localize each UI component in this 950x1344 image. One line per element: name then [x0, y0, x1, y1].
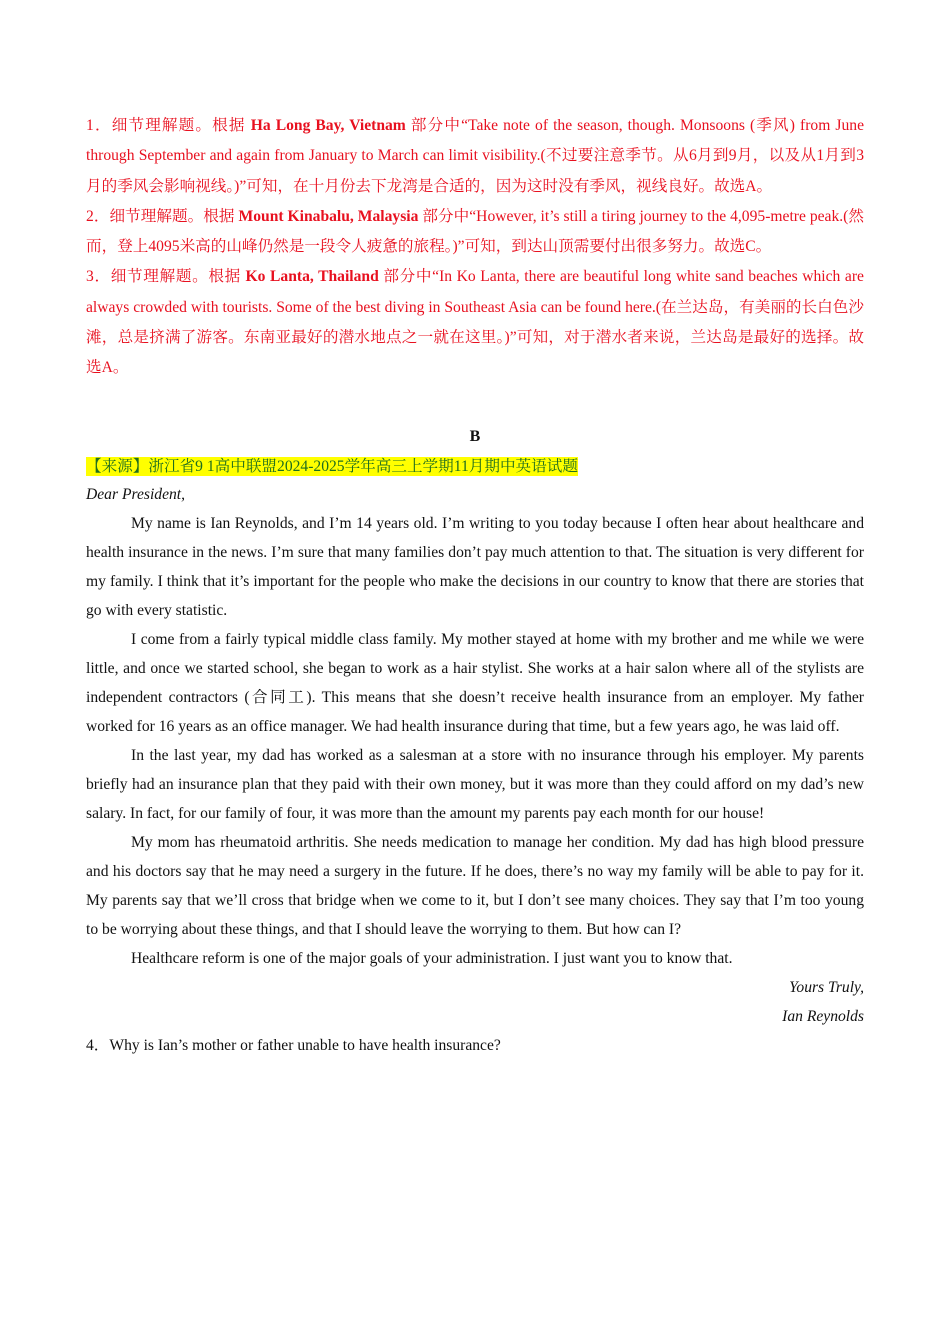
- document-page: [86, 111, 864, 1060]
- letter-paragraph: My name is Ian Reynolds, and I’m 14 years old. I’m writing to you today because I often hear about healthcare and health insurance in the news. I’m sure that many families don’t pay much attention to that. The situation is very different for my family. I think that it’s important for the people who make the decisions in our country to know that there are stories that go with every statistic.: [86, 514, 864, 619]
- letter-paragraph: My mom has rheumatoid arthritis. She needs medication to manage her condition. My dad has high blood pressure and his doctors say that he may need a surgery in the future. If he does, there’s no way my family will be able to pay for it. My parents say that we’ll cross that bridge when we come to it, but I don’t see many choices. They say that I’m too young to be worrying about these things, and that I should leave the worrying to them. But how can I?: [86, 833, 864, 938]
- answer-section-ref: Ko Lanta, Thailand: [245, 268, 379, 286]
- answer-3: [86, 262, 864, 383]
- answer-section-ref: Ha Long Bay, Vietnam: [250, 117, 406, 134]
- letter-body: [86, 480, 864, 1060]
- answer-lead: 细节理解题。根据: [111, 117, 246, 134]
- letter-paragraph: I come from a fairly typical middle class family. My mother stayed at home with my brother and me while we were little, and once we started school, she began to work as a hair stylist. She works at a hair salon where all of the stylists are independent contractors (合同工). This means that she doesn’t receive health insurance from an employer. My father worked for 16 years as an office manager. We had health insurance during that time, but a few years ago, he was laid off.: [86, 630, 864, 735]
- answer-text: 部分中“However, it’s still a tiring journey to the 4,095-metre peak.(然而，登上4095米高的山峰仍然是一段令人疲惫的旅程。)”可知，到达山顶需要付出很多努力。故选C。: [86, 207, 864, 256]
- answer-number: 3．: [86, 268, 111, 286]
- section-title: B: [469, 427, 481, 445]
- answer-number: 1．: [86, 117, 112, 134]
- answer-section-ref: Mount Kinabalu, Malaysia: [238, 207, 419, 225]
- letter-paragraph: Healthcare reform is one of the major goals of your administration. I just want you to know that.: [131, 949, 733, 967]
- answer-text: 部分中“Take note of the season, though. Monsoons (季风) from June through September and again from January to March can limit visibility.(不过要注意季节。从6月到9月，以及从1月到3月的季风会影响视线。)”可知，在十月份去下龙湾是合适的，因为这时没有季风，视线良好。故选A。: [86, 117, 864, 195]
- letter-salutation: Dear President,: [86, 485, 186, 503]
- letter-closing: Yours Truly,: [789, 978, 864, 996]
- answer-explanations: [86, 111, 864, 384]
- letter-signature: Ian Reynolds: [782, 1007, 864, 1025]
- answer-text: 部分中“In Ko Lanta, there are beautiful long white sand beaches which are always crowded with tourists. Some of the best diving in Southeast Asia can be found here.(在兰达岛，有美丽的长白色沙滩，总是挤满了游客。东南亚最好的潜水地点之一就在这里。)”可知，对于潜水者来说，兰达岛是最好的选择。故选A。: [86, 268, 864, 377]
- answer-lead: 细节理解题。根据: [109, 207, 235, 225]
- answer-2: [86, 202, 864, 263]
- source-highlight: 【来源】浙江省9 1高中联盟2024-2025学年高三上学期11月期中英语试题: [86, 457, 578, 475]
- question-4: 4．Why is Ian’s mother or father unable to have health insurance?: [86, 1036, 501, 1054]
- answer-lead: 细节理解题。根据: [110, 268, 241, 286]
- answer-1: [86, 111, 864, 202]
- letter-paragraph: In the last year, my dad has worked as a salesman at a store with no insurance through his employer. My parents briefly had an insurance plan that they paid with their own money, but it was more than they could afford on my dad’s new salary. In fact, for our family of four, it was more than the amount my parents pay each month for our house!: [86, 746, 864, 822]
- answer-number: 2．: [86, 207, 110, 225]
- source-line: [86, 454, 864, 480]
